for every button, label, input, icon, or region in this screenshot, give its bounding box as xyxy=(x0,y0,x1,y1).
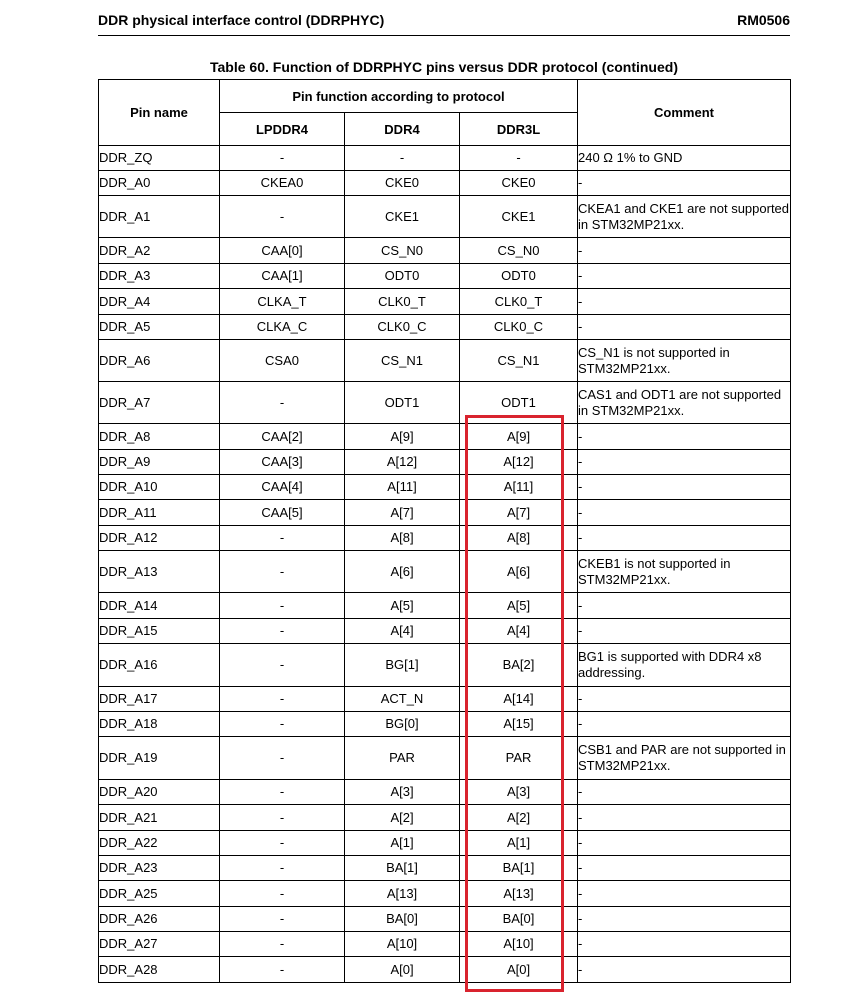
lpddr4-cell: - xyxy=(220,687,345,712)
pin-name-cell: DDR_A14 xyxy=(99,593,220,619)
ddr3l-cell: CLK0_T xyxy=(460,289,578,315)
lpddr4-cell: - xyxy=(220,932,345,957)
table-row xyxy=(99,712,791,737)
pin-function-table xyxy=(98,79,791,983)
ddr3l-cell: A[3] xyxy=(460,780,578,805)
lpddr4-cell: - xyxy=(220,881,345,907)
comment-cell: - xyxy=(578,500,791,526)
table-row xyxy=(99,957,791,983)
column-group-header-protocol: Pin function according to protocol xyxy=(220,80,578,113)
ddr3l-cell: A[12] xyxy=(460,450,578,475)
lpddr4-cell: CAA[4] xyxy=(220,475,345,500)
ddr3l-cell: BA[2] xyxy=(460,644,578,687)
table-row xyxy=(99,264,791,289)
section-title: DDR physical interface control (DDRPHYC) xyxy=(98,12,385,28)
pin-name-cell: DDR_A16 xyxy=(99,644,220,687)
column-header-lpddr4: LPDDR4 xyxy=(220,113,345,146)
pin-name-cell: DDR_A11 xyxy=(99,500,220,526)
ddr3l-cell: CKE1 xyxy=(460,196,578,238)
ddr4-cell: A[2] xyxy=(345,805,460,831)
comment-cell: - xyxy=(578,687,791,712)
ddr4-cell: - xyxy=(345,146,460,171)
table-row xyxy=(99,619,791,644)
lpddr4-cell: CKEA0 xyxy=(220,171,345,196)
ddr4-cell: CS_N1 xyxy=(345,340,460,382)
lpddr4-cell: - xyxy=(220,780,345,805)
comment-cell: - xyxy=(578,593,791,619)
lpddr4-cell: CAA[5] xyxy=(220,500,345,526)
header-divider xyxy=(98,35,790,36)
pin-name-cell: DDR_A10 xyxy=(99,475,220,500)
ddr4-cell: BG[0] xyxy=(345,712,460,737)
comment-cell: - xyxy=(578,264,791,289)
table-row xyxy=(99,315,791,340)
ddr4-cell: CS_N0 xyxy=(345,238,460,264)
ddr3l-cell: CKE0 xyxy=(460,171,578,196)
lpddr4-cell: CSA0 xyxy=(220,340,345,382)
table-row xyxy=(99,500,791,526)
comment-cell: - xyxy=(578,907,791,932)
pin-name-cell: DDR_A12 xyxy=(99,526,220,551)
lpddr4-cell: - xyxy=(220,831,345,856)
table-row xyxy=(99,805,791,831)
ddr4-cell: A[7] xyxy=(345,500,460,526)
pin-name-cell: DDR_A17 xyxy=(99,687,220,712)
ddr4-cell: A[13] xyxy=(345,881,460,907)
ddr4-cell: ODT1 xyxy=(345,382,460,424)
ddr3l-cell: A[8] xyxy=(460,526,578,551)
comment-cell: - xyxy=(578,805,791,831)
pin-name-cell: DDR_A0 xyxy=(99,171,220,196)
ddr4-cell: A[0] xyxy=(345,957,460,983)
lpddr4-cell: - xyxy=(220,526,345,551)
lpddr4-cell: CLKA_T xyxy=(220,289,345,315)
ddr3l-cell: A[13] xyxy=(460,881,578,907)
column-header-pin-name: Pin name xyxy=(99,80,220,146)
comment-cell: - xyxy=(578,171,791,196)
ddr4-cell: CKE1 xyxy=(345,196,460,238)
comment-cell: - xyxy=(578,315,791,340)
ddr4-cell: CLK0_T xyxy=(345,289,460,315)
comment-cell: CKEA1 and CKE1 are not supported in STM32MP21xx. xyxy=(578,196,791,238)
table-row xyxy=(99,526,791,551)
ddr4-cell: A[1] xyxy=(345,831,460,856)
ddr3l-cell: A[6] xyxy=(460,551,578,593)
ddr3l-cell: CS_N0 xyxy=(460,238,578,264)
comment-cell: - xyxy=(578,831,791,856)
ddr3l-cell: BA[1] xyxy=(460,856,578,881)
ddr4-cell: BA[1] xyxy=(345,856,460,881)
pin-name-cell: DDR_A28 xyxy=(99,957,220,983)
table-row xyxy=(99,238,791,264)
pin-name-cell: DDR_A18 xyxy=(99,712,220,737)
ddr3l-cell: A[10] xyxy=(460,932,578,957)
pin-name-cell: DDR_A22 xyxy=(99,831,220,856)
comment-cell: - xyxy=(578,475,791,500)
ddr4-cell: A[4] xyxy=(345,619,460,644)
table-caption: Table 60. Function of DDRPHYC pins versus DDR protocol (continued) xyxy=(210,59,678,75)
ddr4-cell: CLK0_C xyxy=(345,315,460,340)
ddr4-cell: A[6] xyxy=(345,551,460,593)
table-row xyxy=(99,881,791,907)
ddr3l-cell: BA[0] xyxy=(460,907,578,932)
lpddr4-cell: - xyxy=(220,551,345,593)
table-row xyxy=(99,932,791,957)
table-row xyxy=(99,196,791,238)
comment-cell: - xyxy=(578,856,791,881)
ddr4-cell: A[5] xyxy=(345,593,460,619)
comment-cell: CAS1 and ODT1 are not supported in STM32MP21xx. xyxy=(578,382,791,424)
ddr3l-cell: A[9] xyxy=(460,424,578,450)
lpddr4-cell: CAA[1] xyxy=(220,264,345,289)
ddr4-cell: ODT0 xyxy=(345,264,460,289)
comment-cell: - xyxy=(578,712,791,737)
table-row xyxy=(99,856,791,881)
ddr3l-cell: CS_N1 xyxy=(460,340,578,382)
ddr3l-cell: A[4] xyxy=(460,619,578,644)
lpddr4-cell: - xyxy=(220,644,345,687)
ddr3l-cell: A[14] xyxy=(460,687,578,712)
pin-name-cell: DDR_A21 xyxy=(99,805,220,831)
lpddr4-cell: CLKA_C xyxy=(220,315,345,340)
lpddr4-cell: - xyxy=(220,619,345,644)
table-row xyxy=(99,289,791,315)
comment-cell: - xyxy=(578,450,791,475)
table-row xyxy=(99,450,791,475)
pin-name-cell: DDR_A7 xyxy=(99,382,220,424)
comment-cell: - xyxy=(578,932,791,957)
column-header-ddr4: DDR4 xyxy=(345,113,460,146)
pin-name-cell: DDR_A4 xyxy=(99,289,220,315)
ddr3l-cell: A[0] xyxy=(460,957,578,983)
ddr3l-cell: ODT1 xyxy=(460,382,578,424)
ddr4-cell: A[10] xyxy=(345,932,460,957)
table-row xyxy=(99,780,791,805)
ddr3l-cell: A[2] xyxy=(460,805,578,831)
pin-name-cell: DDR_A3 xyxy=(99,264,220,289)
ddr4-cell: BG[1] xyxy=(345,644,460,687)
table-row xyxy=(99,551,791,593)
lpddr4-cell: CAA[0] xyxy=(220,238,345,264)
lpddr4-cell: - xyxy=(220,593,345,619)
comment-cell: - xyxy=(578,424,791,450)
comment-cell: 240 Ω 1% to GND xyxy=(578,146,791,171)
comment-cell: BG1 is supported with DDR4 x8 addressing. xyxy=(578,644,791,687)
lpddr4-cell: - xyxy=(220,907,345,932)
table-row xyxy=(99,475,791,500)
ddr4-cell: ACT_N xyxy=(345,687,460,712)
table-row xyxy=(99,644,791,687)
ddr3l-cell: PAR xyxy=(460,737,578,780)
ddr4-cell: A[3] xyxy=(345,780,460,805)
ddr4-cell: A[8] xyxy=(345,526,460,551)
ddr4-cell: PAR xyxy=(345,737,460,780)
pin-name-cell: DDR_A13 xyxy=(99,551,220,593)
ddr4-cell: A[12] xyxy=(345,450,460,475)
pin-name-cell: DDR_A6 xyxy=(99,340,220,382)
pin-name-cell: DDR_A8 xyxy=(99,424,220,450)
ddr3l-cell: A[7] xyxy=(460,500,578,526)
comment-cell: CS_N1 is not supported in STM32MP21xx. xyxy=(578,340,791,382)
lpddr4-cell: - xyxy=(220,957,345,983)
comment-cell: - xyxy=(578,289,791,315)
ddr4-cell: A[11] xyxy=(345,475,460,500)
table-row xyxy=(99,424,791,450)
ddr4-cell: BA[0] xyxy=(345,907,460,932)
ddr3l-cell: A[15] xyxy=(460,712,578,737)
lpddr4-cell: - xyxy=(220,737,345,780)
pin-name-cell: DDR_A15 xyxy=(99,619,220,644)
document-id: RM0506 xyxy=(737,12,790,28)
ddr3l-cell: A[5] xyxy=(460,593,578,619)
pin-name-cell: DDR_A20 xyxy=(99,780,220,805)
pin-name-cell: DDR_A25 xyxy=(99,881,220,907)
lpddr4-cell: - xyxy=(220,382,345,424)
comment-cell: - xyxy=(578,957,791,983)
table-row xyxy=(99,831,791,856)
pin-name-cell: DDR_A27 xyxy=(99,932,220,957)
table-row xyxy=(99,340,791,382)
pin-name-cell: DDR_A5 xyxy=(99,315,220,340)
ddr4-cell: CKE0 xyxy=(345,171,460,196)
table-row xyxy=(99,171,791,196)
pin-name-cell: DDR_A9 xyxy=(99,450,220,475)
lpddr4-cell: - xyxy=(220,712,345,737)
pin-name-cell: DDR_A26 xyxy=(99,907,220,932)
lpddr4-cell: - xyxy=(220,146,345,171)
table-body xyxy=(99,146,791,983)
lpddr4-cell: CAA[2] xyxy=(220,424,345,450)
comment-cell: - xyxy=(578,780,791,805)
comment-cell: CKEB1 is not supported in STM32MP21xx. xyxy=(578,551,791,593)
page-header xyxy=(98,10,790,32)
pin-name-cell: DDR_A23 xyxy=(99,856,220,881)
lpddr4-cell: - xyxy=(220,805,345,831)
ddr3l-cell: A[1] xyxy=(460,831,578,856)
ddr3l-cell: ODT0 xyxy=(460,264,578,289)
column-header-ddr3l: DDR3L xyxy=(460,113,578,146)
table-row xyxy=(99,687,791,712)
pin-name-cell: DDR_A1 xyxy=(99,196,220,238)
table-row xyxy=(99,146,791,171)
ddr3l-cell: A[11] xyxy=(460,475,578,500)
pin-name-cell: DDR_A19 xyxy=(99,737,220,780)
column-header-comment: Comment xyxy=(578,80,791,146)
comment-cell: - xyxy=(578,238,791,264)
ddr4-cell: A[9] xyxy=(345,424,460,450)
table-row xyxy=(99,593,791,619)
table-row xyxy=(99,382,791,424)
comment-cell: CSB1 and PAR are not supported in STM32MP21xx. xyxy=(578,737,791,780)
pin-name-cell: DDR_A2 xyxy=(99,238,220,264)
ddr3l-cell: - xyxy=(460,146,578,171)
lpddr4-cell: - xyxy=(220,196,345,238)
ddr3l-cell: CLK0_C xyxy=(460,315,578,340)
table-row xyxy=(99,907,791,932)
comment-cell: - xyxy=(578,619,791,644)
pin-name-cell: DDR_ZQ xyxy=(99,146,220,171)
lpddr4-cell: - xyxy=(220,856,345,881)
table-row xyxy=(99,737,791,780)
lpddr4-cell: CAA[3] xyxy=(220,450,345,475)
comment-cell: - xyxy=(578,881,791,907)
comment-cell: - xyxy=(578,526,791,551)
